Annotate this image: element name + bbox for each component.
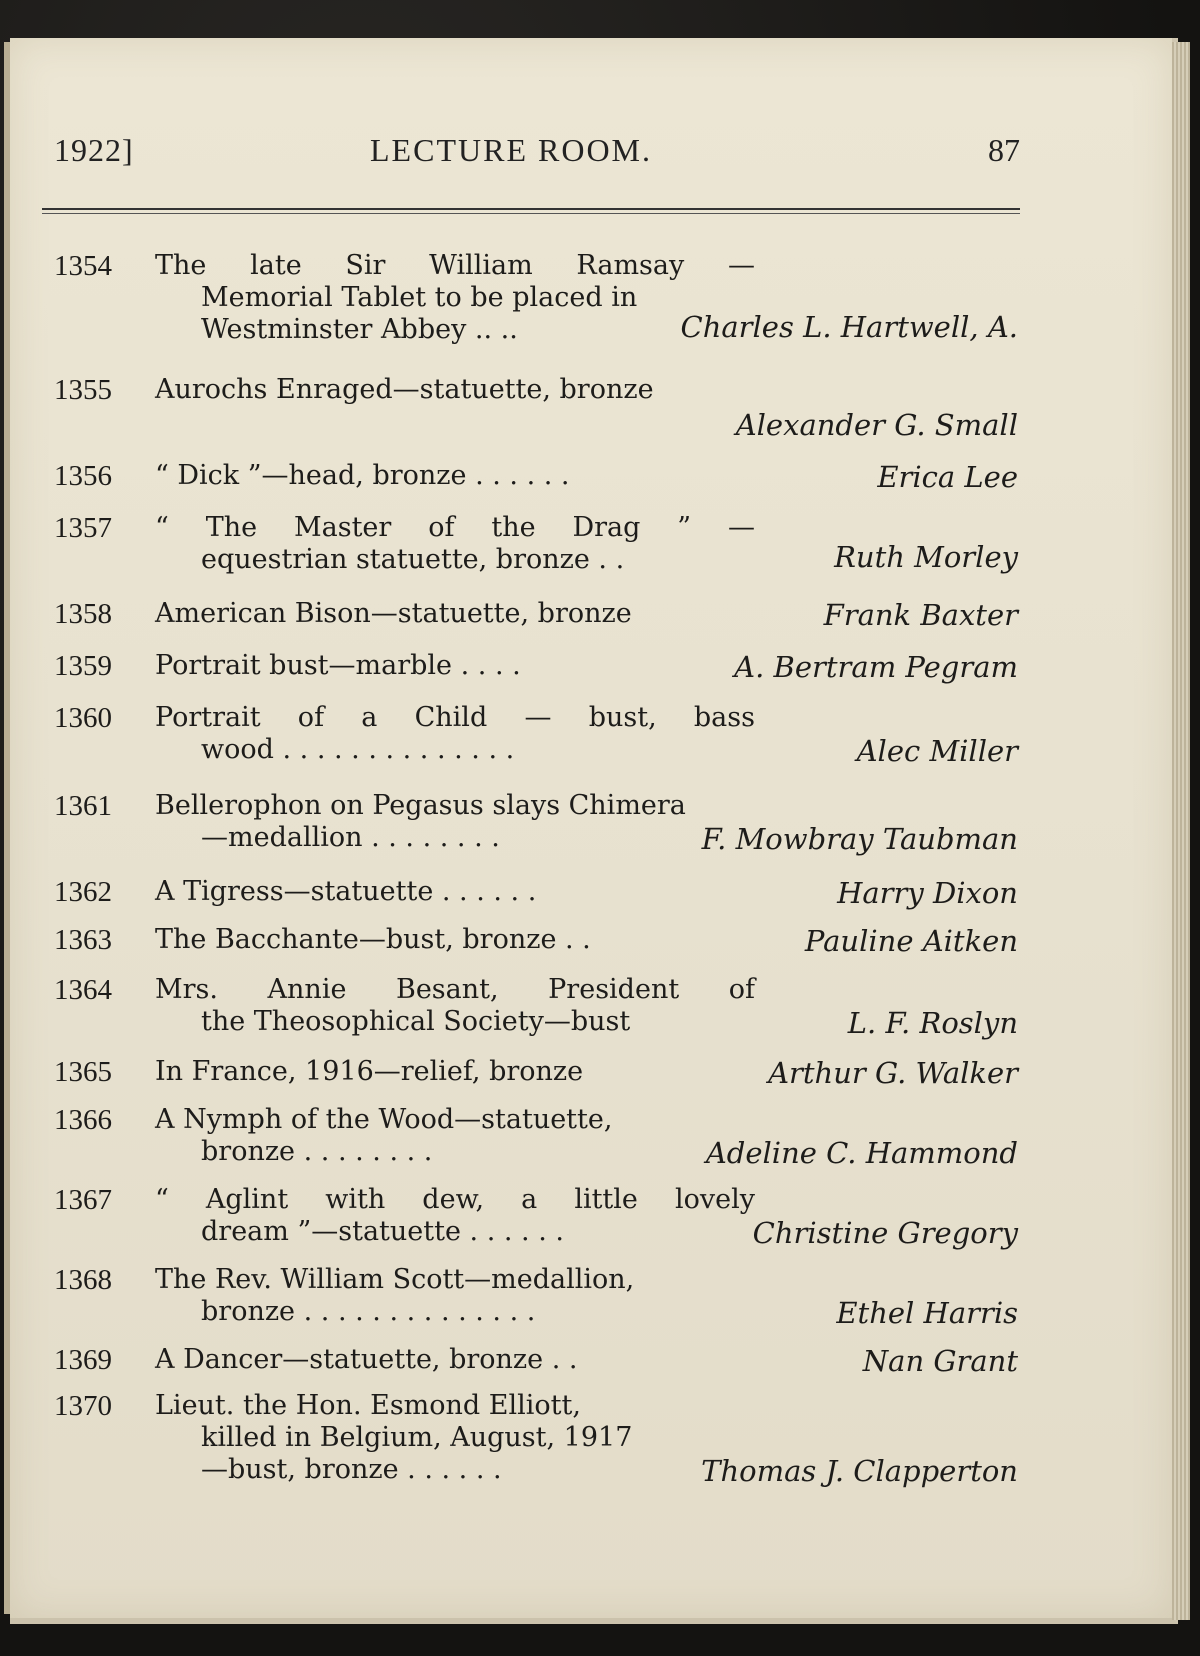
header-rule-thick [42, 208, 1020, 210]
entry-line-2: dream ”—statuette . . . . . . [201, 1216, 564, 1247]
entry-line-2: bronze . . . . . . . . [201, 1136, 433, 1167]
entry-description [155, 1264, 755, 1328]
entry-line-3: Westminster Abbey .. .. [201, 314, 518, 345]
entry-description [155, 1104, 755, 1168]
entry-line-1: The Rev. William Scott—medallion, [155, 1264, 635, 1295]
entry-description [155, 876, 755, 908]
entry-number: 1362 [54, 876, 112, 908]
entry-line-3: —bust, bronze . . . . . . [201, 1454, 502, 1485]
entry-description [155, 512, 755, 576]
entry-artist: Charles L. Hartwell, A. [680, 310, 1018, 344]
entry-number: 1363 [54, 924, 112, 956]
entry-line-1: Portrait bust—marble . . . . [155, 650, 521, 681]
entry-description [155, 924, 755, 956]
entry-artist: Christine Gregory [752, 1216, 1018, 1250]
entry-line-1: A Dancer—statuette, bronze . . [155, 1344, 578, 1375]
entry-artist: Pauline Aitken [804, 924, 1018, 958]
entry-description [155, 250, 755, 346]
entry-number: 1361 [54, 790, 112, 822]
entry-description [155, 460, 755, 492]
entry-line-2: —medallion . . . . . . . . [201, 822, 500, 853]
entry-artist: Thomas J. Clapperton [701, 1454, 1018, 1488]
entry-number: 1357 [54, 512, 112, 544]
running-head-title: LECTURE ROOM. [370, 132, 652, 168]
entry-line-2: wood . . . . . . . . . . . . . . [201, 734, 515, 765]
entry-description [155, 374, 755, 406]
entry-number: 1366 [54, 1104, 112, 1136]
entry-description [155, 650, 755, 682]
entry-artist: Nan Grant [862, 1344, 1018, 1378]
entry-description [155, 702, 755, 766]
entry-artist: Ethel Harris [836, 1296, 1018, 1330]
entry-line-1: “ Dick ”—head, bronze . . . . . . [155, 460, 570, 491]
entry-artist: Adeline C. Hammond [705, 1136, 1018, 1170]
entry-artist: Frank Baxter [823, 598, 1018, 632]
entry-line-1: Portrait of a Child — bust, bass [155, 702, 755, 733]
entry-number: 1354 [54, 250, 112, 282]
entry-artist: Alexander G. Small [735, 408, 1018, 442]
entry-artist: Ruth Morley [834, 540, 1018, 574]
entry-number: 1365 [54, 1056, 112, 1088]
entry-line-1: Aurochs Enraged—statuette, bronze [155, 374, 654, 405]
entry-line-1: Lieut. the Hon. Esmond Elliott, [155, 1390, 581, 1421]
entry-description [155, 598, 755, 630]
entry-number: 1358 [54, 598, 112, 630]
entry-line-1: A Nymph of the Wood—statuette, [155, 1104, 613, 1135]
entry-artist: Arthur G. Walker [768, 1056, 1018, 1090]
entry-artist: L. F. Roslyn [847, 1006, 1018, 1040]
entry-number: 1370 [54, 1390, 112, 1422]
entry-artist: A. Bertram Pegram [734, 650, 1018, 684]
entry-line-1: Mrs. Annie Besant, President of [155, 974, 755, 1005]
entry-description [155, 1390, 755, 1486]
entry-description [155, 974, 755, 1038]
entry-number: 1359 [54, 650, 112, 682]
running-head-year: 1922] [54, 132, 134, 168]
entry-number: 1369 [54, 1344, 112, 1376]
page-number: 87 [988, 132, 1020, 168]
entry-line-1: “ The Master of the Drag ” — [155, 512, 755, 543]
entry-line-2: bronze . . . . . . . . . . . . . . [201, 1296, 536, 1327]
page-stack-edge [1172, 42, 1190, 1620]
entry-artist: Erica Lee [877, 460, 1018, 494]
entry-description [155, 1056, 755, 1088]
entry-line-2: killed in Belgium, August, 1917 [201, 1422, 633, 1453]
entry-line-1: Bellerophon on Pegasus slays Chimera [155, 790, 686, 821]
entry-artist: F. Mowbray Taubman [701, 822, 1018, 856]
entry-line-1: The Bacchante—bust, bronze . . [155, 924, 591, 955]
entry-line-2: Memorial Tablet to be placed in [201, 282, 638, 313]
entry-description [155, 1184, 755, 1248]
entry-line-1: The late Sir William Ramsay — [155, 250, 755, 281]
entry-description [155, 790, 755, 854]
entry-artist: Harry Dixon [837, 876, 1018, 910]
entry-line-1: A Tigress—statuette . . . . . . [155, 876, 537, 907]
entry-number: 1368 [54, 1264, 112, 1296]
entry-artist: Alec Miller [856, 734, 1018, 768]
header-rule-thin [42, 213, 1020, 214]
entry-line-2: the Theosophical Society—bust [201, 1006, 631, 1037]
entry-line-2: equestrian statuette, bronze . . [201, 544, 625, 575]
entry-number: 1367 [54, 1184, 112, 1216]
running-head [40, 120, 1020, 170]
entry-line-1: In France, 1916—relief, bronze [155, 1056, 584, 1087]
entry-line-1: “ Aglint with dew, a little lovely [155, 1184, 755, 1215]
entry-number: 1355 [54, 374, 112, 406]
entry-number: 1360 [54, 702, 112, 734]
entry-number: 1364 [54, 974, 112, 1006]
entry-description [155, 1344, 755, 1376]
entry-number: 1356 [54, 460, 112, 492]
entry-line-1: American Bison—statuette, bronze [155, 598, 632, 629]
